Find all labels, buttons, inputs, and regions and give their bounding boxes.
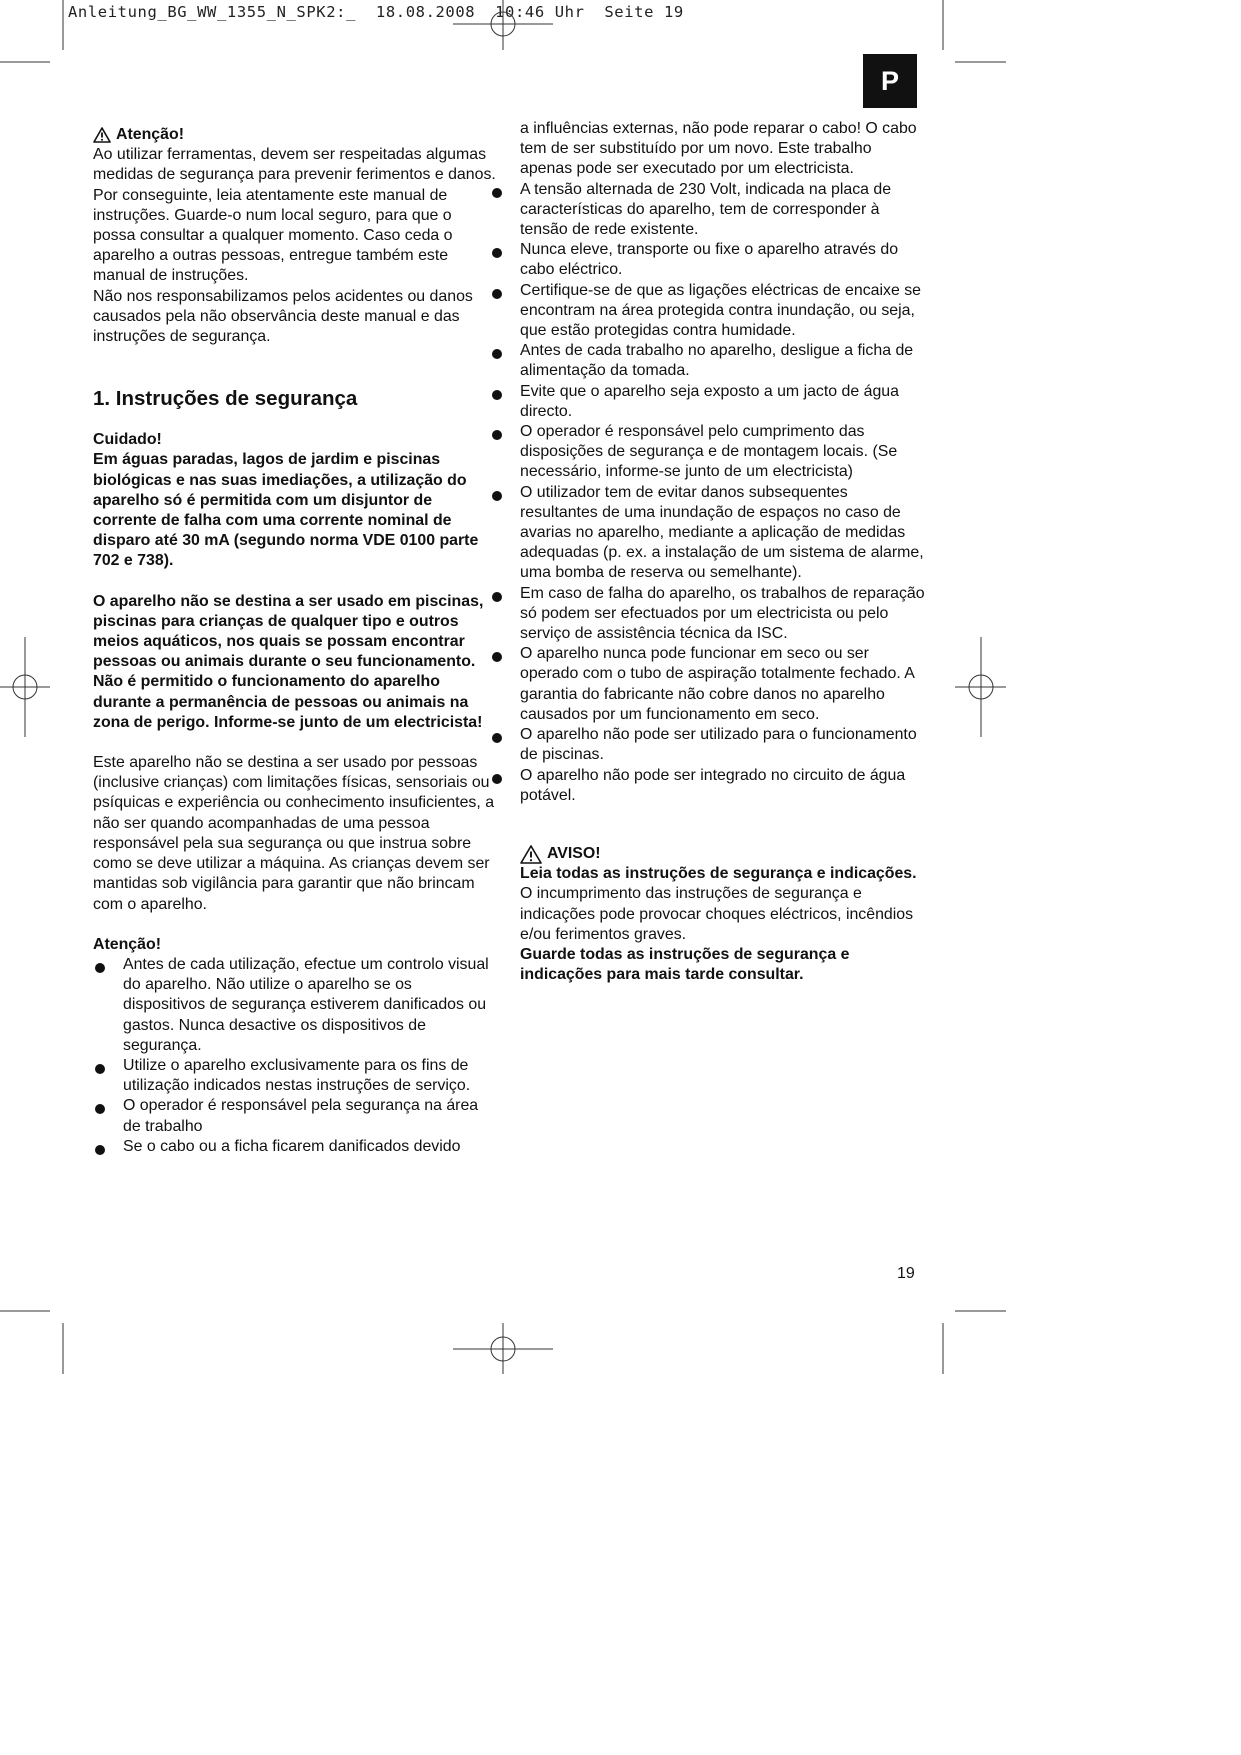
header-slug: Anleitung_BG_WW_1355_N_SPK2:_ <box>68 3 357 21</box>
header-time: 10:46 Uhr <box>495 3 585 21</box>
pool-warning: O aparelho não se destina a ser usado em piscinas, piscinas para crianças de qualquer tipo e outros meios aquáticos, nos quais se possam encontrar pessoas ou animais durante o seu funcionamento. Não é permitido o funcionamento do aparelho durante a permanência de pessoas ou animais na zona de perigo. Informe-se junto de um electricista! <box>93 592 484 731</box>
page-number: 19 <box>897 1265 915 1282</box>
list-item: Nunca eleve, transporte ou fixe o aparelho através do cabo eléctrico. <box>490 240 925 280</box>
persons-note: Este aparelho não se destina a ser usado por pessoas (inclusive crianças) com limitações físicas, sensoriais ou psíquicas e experiência ou conhecimento insuficientes, a não ser quando acompanhadas de uma pessoa responsável pela sua segurança ou que instrua sobre como se deve utilizar a máquina. As crianças devem ser mantidas sob vigilância para garantir que não brincam com o aparelho. <box>93 754 495 913</box>
list-item: Certifique-se de que as ligações eléctricas de encaixe se encontram na área protegida contra inundação, ou seja, que estão protegidas contra humidade. <box>490 281 925 342</box>
list-item: Em caso de falha do aparelho, os trabalhos de reparação só podem ser efectuados por um electricista ou pelo serviço de assistência técnica da ISC. <box>490 584 925 645</box>
right-column <box>520 119 925 985</box>
registration-mark-top <box>453 0 553 50</box>
list-item: Utilize o aparelho exclusivamente para os fins de utilização indicados nestas instruções de serviço. <box>93 1056 497 1096</box>
attention-body: Ao utilizar ferramentas, devem ser respeitadas algumas medidas de segurança para prevenir ferimentos e danos. Por conseguinte, leia atentamente este manual de instruções. Guarde-o num local seguro, para que o possa consultar a qualquer momento. Caso ceda o aparelho a outras pessoas, entregue também este manual de instruções. <box>93 146 496 285</box>
header-date: 18.08.2008 <box>375 3 476 21</box>
liability-note: Não nos responsabilizamos pelos acidentes ou danos causados pela não observância deste manual e das instruções de segurança. <box>93 287 473 346</box>
list-item: O aparelho nunca pode funcionar em seco ou ser operado com o tubo de aspiração totalmente fechado. A garantia do fabricante não cobre danos no aparelho causados por um funcionamento em seco. <box>490 644 925 725</box>
attention-title: Atenção! <box>116 126 184 143</box>
warning-triangle-icon <box>93 127 111 143</box>
header-page-label: Seite 19 <box>604 3 684 21</box>
registration-mark-left <box>0 637 50 737</box>
registration-mark-bottom <box>453 1323 553 1374</box>
attention2-title: Atenção! <box>93 935 161 953</box>
aviso-body: O incumprimento das instruções de segurança e indicações pode provocar choques eléctricos, incêndios e/ou ferimentos graves. <box>520 885 914 943</box>
registration-mark-right <box>955 637 1006 737</box>
list-item: O operador é responsável pela segurança na área de trabalho <box>93 1096 497 1136</box>
language-tab: P <box>863 54 917 108</box>
cable-continuation: a influências externas, não pode reparar o cabo! O cabo tem de ser substituído por um novo. Este trabalho apenas pode ser executado por um electricista. <box>520 120 917 178</box>
list-item: Se o cabo ou a ficha ficarem danificados devido <box>93 1137 497 1157</box>
list-item: O operador é responsável pelo cumprimento das disposições de segurança e de montagem locais. (Se necessário, informe-se junto de um electricista) <box>490 422 925 483</box>
list-item: Antes de cada utilização, efectue um controlo visual do aparelho. Não utilize o aparelho se os dispositivos de segurança estiverem danificados ou gastos. Nunca desactive os dispositivos de segurança. <box>93 955 497 1056</box>
caution-body: Em águas paradas, lagos de jardim e piscinas biológicas e nas suas imediações, a utilização do aparelho só é permitida com um disjuntor de corrente de falha com uma corrente nominal de disparo até 30 mA (segundo norma VDE 0100 parte 702 e 738). <box>93 451 479 570</box>
list-item: O aparelho não pode ser utilizado para o funcionamento de piscinas. <box>490 725 925 765</box>
aviso-title: AVISO! <box>547 844 601 862</box>
aviso-keep: Guarde todas as instruções de segurança e indicações para mais tarde consultar. <box>520 945 850 984</box>
left-column <box>93 125 497 1157</box>
list-item: Evite que o aparelho seja exposto a um jacto de água directo. <box>490 382 925 422</box>
section-title: 1. Instruções de segurança <box>93 387 358 411</box>
caution-title: Cuidado! <box>93 431 162 449</box>
aviso-bold: Leia todas as instruções de segurança e indicações. <box>520 865 917 883</box>
attention-heading <box>93 125 497 145</box>
list-item: Antes de cada trabalho no aparelho, desligue a ficha de alimentação da tomada. <box>490 341 925 381</box>
list-item: A tensão alternada de 230 Volt, indicada na placa de características do aparelho, tem de corresponder à tensão de rede existente. <box>490 180 925 241</box>
warning-triangle-icon <box>520 845 542 864</box>
list-item: O aparelho não pode ser integrado no circuito de água potável. <box>490 766 925 806</box>
right-bullet-list <box>490 180 925 806</box>
aviso-heading <box>520 844 925 864</box>
list-item: O utilizador tem de evitar danos subsequentes resultantes de uma inundação de espaços no caso de avarias no aparelho, mediante a aplicação de medidas adequadas (p. ex. a instalação de um sistema de alarme, uma bomba de reserva ou semelhante). <box>490 483 925 584</box>
left-bullet-list <box>93 955 497 1157</box>
